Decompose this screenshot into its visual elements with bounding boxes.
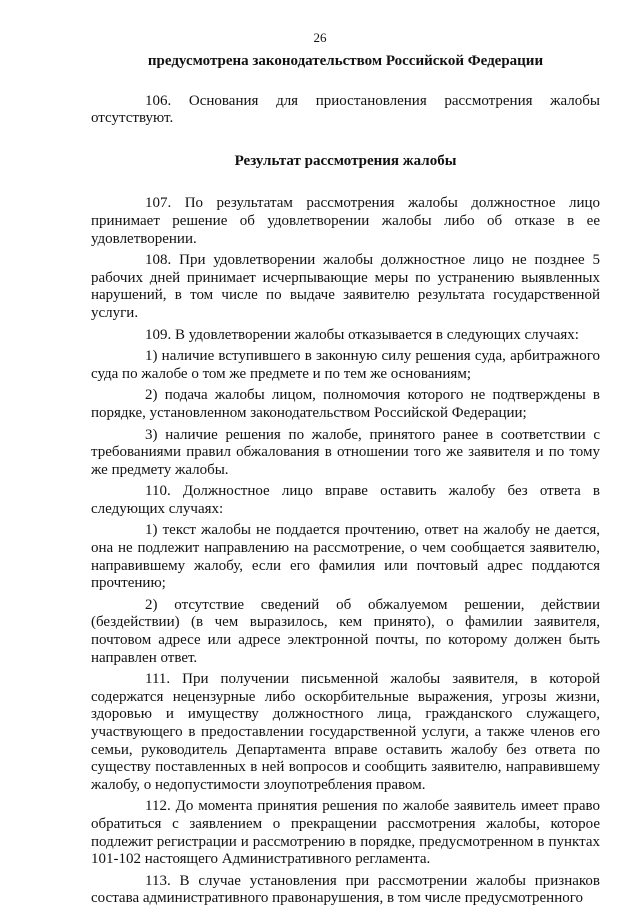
paragraph-113: 113. В случае установления при рассмотрении жалобы признаков состава административного правонарушения, в том числе предусмотренного: [91, 872, 600, 907]
page-number: 26: [313, 30, 327, 45]
paragraph-110-item-1: 1) текст жалобы не поддается прочтению, ответ на жалобу не дается, она не подлежит направлению на рассмотрение, о чем сообщается заявителю, направившему жалобу, если его фамилия или почтовый адрес поддаются прочтению;: [91, 522, 600, 592]
section-heading: Результат рассмотрения жалобы: [234, 152, 457, 169]
document-body: [91, 53, 600, 908]
paragraph-107: 107. По результатам рассмотрения жалобы должностное лицо принимает решение об удовлетворении жалобы либо об отказе в ее удовлетворении.: [91, 195, 600, 247]
continued-line: предусмотрена законодательством Российской Федерации: [147, 53, 544, 69]
paragraph-109-item-3: 3) наличие решения по жалобе, принятого ранее в соответствии с требованиями правил обжалования в отношении того же заявителя и по тому же предмету жалобы.: [91, 426, 600, 478]
paragraph-112: 112. До момента принятия решения по жалобе заявитель имеет право обратиться с заявлением о прекращении рассмотрения жалобы, которое подлежит регистрации и рассмотрению в порядке, предусмотренном в пунктах 101-102 настоящего Административного регламента.: [91, 798, 600, 868]
paragraph-106: 106. Основания для приостановления рассмотрения жалобы отсутствуют.: [91, 92, 600, 127]
paragraph-109: 109. В удовлетворении жалобы отказывается в следующих случаях:: [145, 326, 579, 343]
paragraph-108: 108. При удовлетворении жалобы должностное лицо не позднее 5 рабочих дней принимает исчерпывающие меры по устранению выявленных нарушений, в том числе по выдаче заявителю результата государственной услуги.: [91, 252, 600, 321]
paragraph-109-item-1: 1) наличие вступившего в законную силу решения суда, арбитражного суда по жалобе о том же предмете и по тем же основаниям;: [91, 348, 600, 382]
paragraph-110: 110. Должностное лицо вправе оставить жалобу без ответа в следующих случаях:: [91, 483, 600, 517]
paragraph-109-item-2: 2) подача жалобы лицом, полномочия которого не подтверждены в порядке, установленном законодательством Российской Федерации;: [91, 387, 600, 421]
paragraph-110-item-2: 2) отсутствие сведений об обжалуемом решении, действии (бездействии) (в чем выразилось, кем принято), о фамилии заявителя, почтовом адресе или адресе электронной почты, по которому должен быть направлен ответ.: [91, 596, 600, 666]
paragraph-111: 111. При получении письменной жалобы заявителя, в которой содержатся нецензурные либо оскорбительные выражения, угрозы жизни, здоровью и имуществу должностного лица, гражданского служащего, участвующего в предоставлении государственной услуги, а также членов его семьи, руководитель Департамента вправе оставить жалобу без ответа по существу поставленных в ней вопросов и сообщить заявителю, направившему жалобу, о недопустимости злоупотребления правом.: [91, 671, 600, 793]
